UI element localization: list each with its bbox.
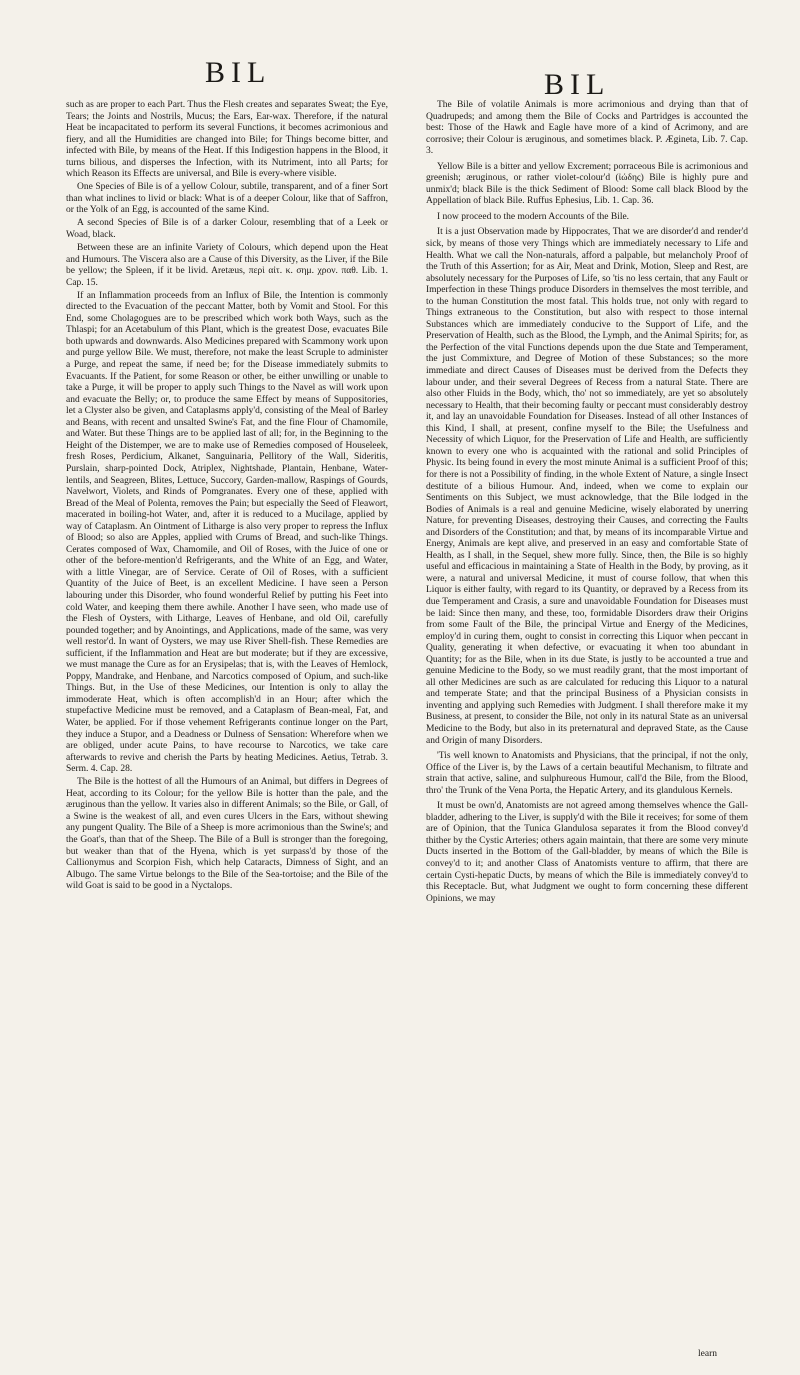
paragraph: It is a just Observation made by Hippocrates, That we are disorder'd and render'd sick, by means of those very Things which are immediately necessary to Life and Health. What we call the Non-naturals, afford a palpable, but melancholy Proof of the Truth of this Assertion; for as Air, Meat and Drink, Motion, Sleep and Rest, are absolutely necessary for the Purposes of Life, so 'tis no less certain, that any Fault or Imperfection in these Things produce Disorders in themselves the most terrible, and to the human Constitution the most fatal. This holds true, not only with regard to Things extraneous to the Constitution, but also with respect to those internal Substances which are immediately conducive to the Support of Life, and the Preservation of Health, such as the Blood, the Lymph, and the Animal Spirits; for, as the Perfection of the vital Functions depends upon the due State and Temperament, the just Commixture, and Degree of Motion of these Substances; so the more immediate and direct Causes of Diseases must be derived from the Defects they labour under, and their several Degrees of Recess from a natural State. There are also other Fluids in the Body, which, tho' not so immediately, are yet so absolutely necessary to Health, that their becoming faulty or peccant must considerably destroy it, and lay an unavoidable Foundation for Diseases. Instead of all other Instances of this Kind, I shall, at present, confine myself to the Bile; the Usefulness and Necessity of which Liquor, for the Preservation of Life and Health, are sufficiently known to every one who is acquainted with the rational and solid Principles of Physic. Its being found in every the most minute Animal is a sufficient Proof of this; for there is not a Possibility of finding, in the whole Extent of Nature, a single Insect destitute of a bilious Humour. And, indeed, when we come to explain our Sentiments on this Subject, we must acknowledge, that the Bile lodged in the Bodies of Animals is a real and genuine Medicine, wisely elaborated by unerring Nature, for preventing Diseases, destroying their Causes, and correcting the Faults and Disorders of the Constitution; and that, by means of its incomparable Virtue and Energy, Animals are kept alive, and preserved in an easy and comfortable State of Health, as I shall, in the Sequel, shew more fully. Since, then, the Bile is so highly useful and efficacious in maintaining a State of Health in the Body, by proving, as it were, a natural and universal Medicine, it must of course follow, that when this Liquor is either faulty, with regard to its Quantity, or depraved by a Recess from its due Temperament and Crasis, a sure and unavoidable Foundation for Diseases must be laid: Since then many, and these, too, formidable Disorders draw their Origins from some Fault of the Bile, the principal Virtue and Energy of the Medicines, employ'd in curing them, ought to consist in correcting this Liquor when peccant in Quality, generating it when defective, or evacuating it when too abundant in Quantity; for as the Bile, when in its due State, is justly to be accounted a true and genuine Medicine to the Body, so we must readily grant, that the most important of all other Medicines are such as are calculated for reducing this Liquor to a natural and temperate State; and that the principal Business of a Physician consists in inventing and applying such Remedies with Judgment. I shall therefore make it my Business, at present, to consider the Bile, not only in its natural State as an universal Medicine to the Body, but also in its preternatural and depraved State, as the Cause and Origin of many Disorders.: [426, 227, 748, 746]
paragraph: A second Species of Bile is of a darker Colour, resembling that of a Leek or Woad, black.: [66, 218, 388, 241]
paragraph: The Bile of volatile Animals is more acrimonious and drying than that of Quadrupeds; and among them the Bile of Cocks and Partridges is accounted the best: Those of the Hawk and Eagle have more of a kind of Acrimony, and are corrosive; their Colour is æruginous, and sometimes black. P. Ægineta, Lib. 7. Cap. 3.: [426, 100, 748, 157]
paragraph: If an Inflammation proceeds from an Influx of Bile, the Intention is commonly directed to the Evacuation of the peccant Matter, both by Vomit and Stool. For this End, some Cholagogues are to be prescribed which work both Ways, such as the Thlaspi; for an Acetabulum of this Plant, which is the greatest Dose, evacuates Bile both upwards and downwards. Also Medicines prepared with Scammony work upon and purge yellow Bile. We must, therefore, not make the least Scruple to administer a Purge, and repeat the same, if need be; for the Disease immediately submits to Evacuants. If the Patient, for some Reason or other, be either unwilling or unable to take a Purge, it will be proper to apply such Things to the Navel as will work upon and evacuate the Belly; or, to produce the same Effect by means of Suppositories, let a Clyster also be given, and Cataplasms apply'd, consisting of the Meal of Barley and Beans, with recent and unsalted Swine's Fat, and the fine Flour of Chamomile, and Water. But these Things are to be applied last of all; for, in the Beginning to the Height of the Distemper, we are to make use of Remedies composed of Houseleek, fresh Roses, Perdicium, Alkanet, Sanguinaria, Pellitory of the Wall, Sideritis, Purslain, sharp-pointed Dock, Atriplex, Nightshade, Plantain, Henbane, Water-lentils, and Seagreen, Blites, Lettuce, Succory, Garden-mallow, Raspings of Gourds, Navelwort, Violets, and Rinds of Pomgranates. Every one of these, applied with Bread of the Meal of Polenta, removes the Pain; but especially the Seed of Fleawort, macerated in boiling-hot Water, and, after it is reduced to a Mucilage, applied by way of Cataplasm. An Ointment of Litharge is also very proper to repress the Influx of Blood; so also are Apples, applied with Crums of Bread, and such-like Things. Cerates composed of Wax, Chamomile, and Oil of Roses, with the Juice of one or other of the before-mention'd Refrigerants, and the White of an Egg, and Water, with a little Vinegar, are of Service. Cerate of Oil of Roses, with a sufficient Quantity of the Juice of Beet, is an excellent Medicine. I have seen a Person labouring under this Disorder, who found wonderful Relief by putting his Feet into cold Water, and keeping them there awhile. Another I have seen, who made use of the Flesh of Oysters, with Litharge, Leaves of Henbane, and old Oil, carefully pounded together; and by Anointings, and Applications, made of the same, was very well restor'd. In want of Oysters, we may use River Shell-fish. These Remedies are sufficient, if the Inflammation and Heat are but moderate; but if they are excessive, we must manage the Cure as for an Erysipelas; that is, with the Leaves of Hemlock, Poppy, Mandrake, and Henbane, and Narcotics composed of Opium, and such-like Things. But, in the Use of these Medicines, our Intention is only to allay the immoderate Heat, which is often accomplish'd in an Hour; after which the stupefactive Medicine must be removed, and a Cataplasm of Bean-meal, Fat, and Water, be applied. For if those vehement Refrigerants continue longer on the Part, they induce a Stupor, and a Deadness or Dulness of Sensation: Wherefore when we are obliged, under acute Pains, to have recourse to Narcotics, we take care afterwards to revive and cherish the Parts by heating Medicines. Aetius, Tetrab. 3. Serm. 4. Cap. 28.: [66, 290, 388, 775]
running-head-left: BIL: [205, 56, 272, 89]
paragraph: Between these are an infinite Variety of Colours, which depend upon the Heat and Humours. The Viscera also are a Cause of this Diversity, as the Liver, if the Bile be yellow; the Spleen, if it be livid. Aretæus, περὶ αἰτ. κ. σημ. χρον. παθ. Lib. 1. Cap. 15.: [66, 243, 388, 288]
paragraph: It must be own'd, Anatomists are not agreed among themselves whence the Gall-bladder, adhering to the Liver, is supply'd with the Bile it receives; for some of them are of Opinion, that the Tunica Glandulosa separates it from the Blood convey'd thither by the Cystic Arteries; others again maintain, that there are some very minute Ducts inserted in the Bottom of the Gall-bladder, by means of which the Bile is convey'd to it; and another Class of Anatomists venture to affirm, that there are certain Cysti-hepatic Ducts, by means of which the Bile is immediately convey'd to this Receptacle. But, what Judgment we ought to form concerning these different Opinions, we may: [426, 801, 748, 904]
left-column: [66, 100, 388, 894]
paragraph: such as are proper to each Part. Thus the Flesh creates and separates Sweat; the Eye, Tears; the Joints and Nostrils, Mucus; the Ears, Ear-wax. Therefore, if the natural Heat be incapacitated to perform its several Functions, it becomes acrimonious and fiery, and all the Humidities are changed into Bile; for Things become bitter, and infected with Bile, by means of the Heat. If this Indigestion happens in the Blood, it turns bilious, and disperses the Infection, with its Nutriment, into all Parts; for which Reason its Effects are universal, and Bile is every-where visible.: [66, 100, 388, 180]
paragraph: One Species of Bile is of a yellow Colour, subtile, transparent, and of a finer Sort than what inclines to livid or black: What is of a deeper Colour, like that of Saffron, or the Yolk of an Egg, is accounted of the same Kind.: [66, 182, 388, 216]
running-head-right: BIL: [544, 68, 611, 101]
paragraph: Yellow Bile is a bitter and yellow Excrement; porraceous Bile is acrimonious and greenish; æruginous, or rather violet-colour'd (ἰώδης) Bile is highly pure and unmix'd; black Bile is the thick Sediment of Blood: Some call black Blood by the Appellation of black Bile. Ruffus Ephesius, Lib. 1. Cap. 36.: [426, 161, 748, 207]
right-column: [426, 100, 748, 909]
paragraph: I now proceed to the modern Accounts of the Bile.: [437, 211, 630, 222]
paragraph: The Bile is the hottest of all the Humours of an Animal, but differs in Degrees of Heat, according to its Colour; for the yellow Bile is hotter than the pale, and the æruginous than the yellow. It varies also in different Animals; so the Bile, or Gall, of a Swine is the weakest of all, and even cures Ulcers in the Ears, without shewing any pungent Quality. The Bile of a Sheep is more acrimonious than the Swine's; and the Goat's, than that of the Sheep. The Bile of a Bull is stronger than the foregoing, but weaker than that of the Hyena, which is yet surpass'd by those of the Callionymus and Scorpion Fish, which help Cataracts, Dimness of Sight, and an Albugo. The same Virtue belongs to the Bile of the Sea-tortoise; and the Bile of the wild Goat is said to be good in a Nyctalops.: [66, 777, 388, 892]
paragraph: 'Tis well known to Anatomists and Physicians, that the principal, if not the only, Office of the Liver is, by the Laws of a certain beautiful Mechanism, to filtrate and strain that active, saline, and sulphureous Humour, call'd the Bile, from the Blood, thro' the Trunk of the Vena Porta, the Hepatic Artery, and its glandulous Kernels.: [426, 751, 748, 796]
catchword: learn: [698, 1349, 717, 1359]
